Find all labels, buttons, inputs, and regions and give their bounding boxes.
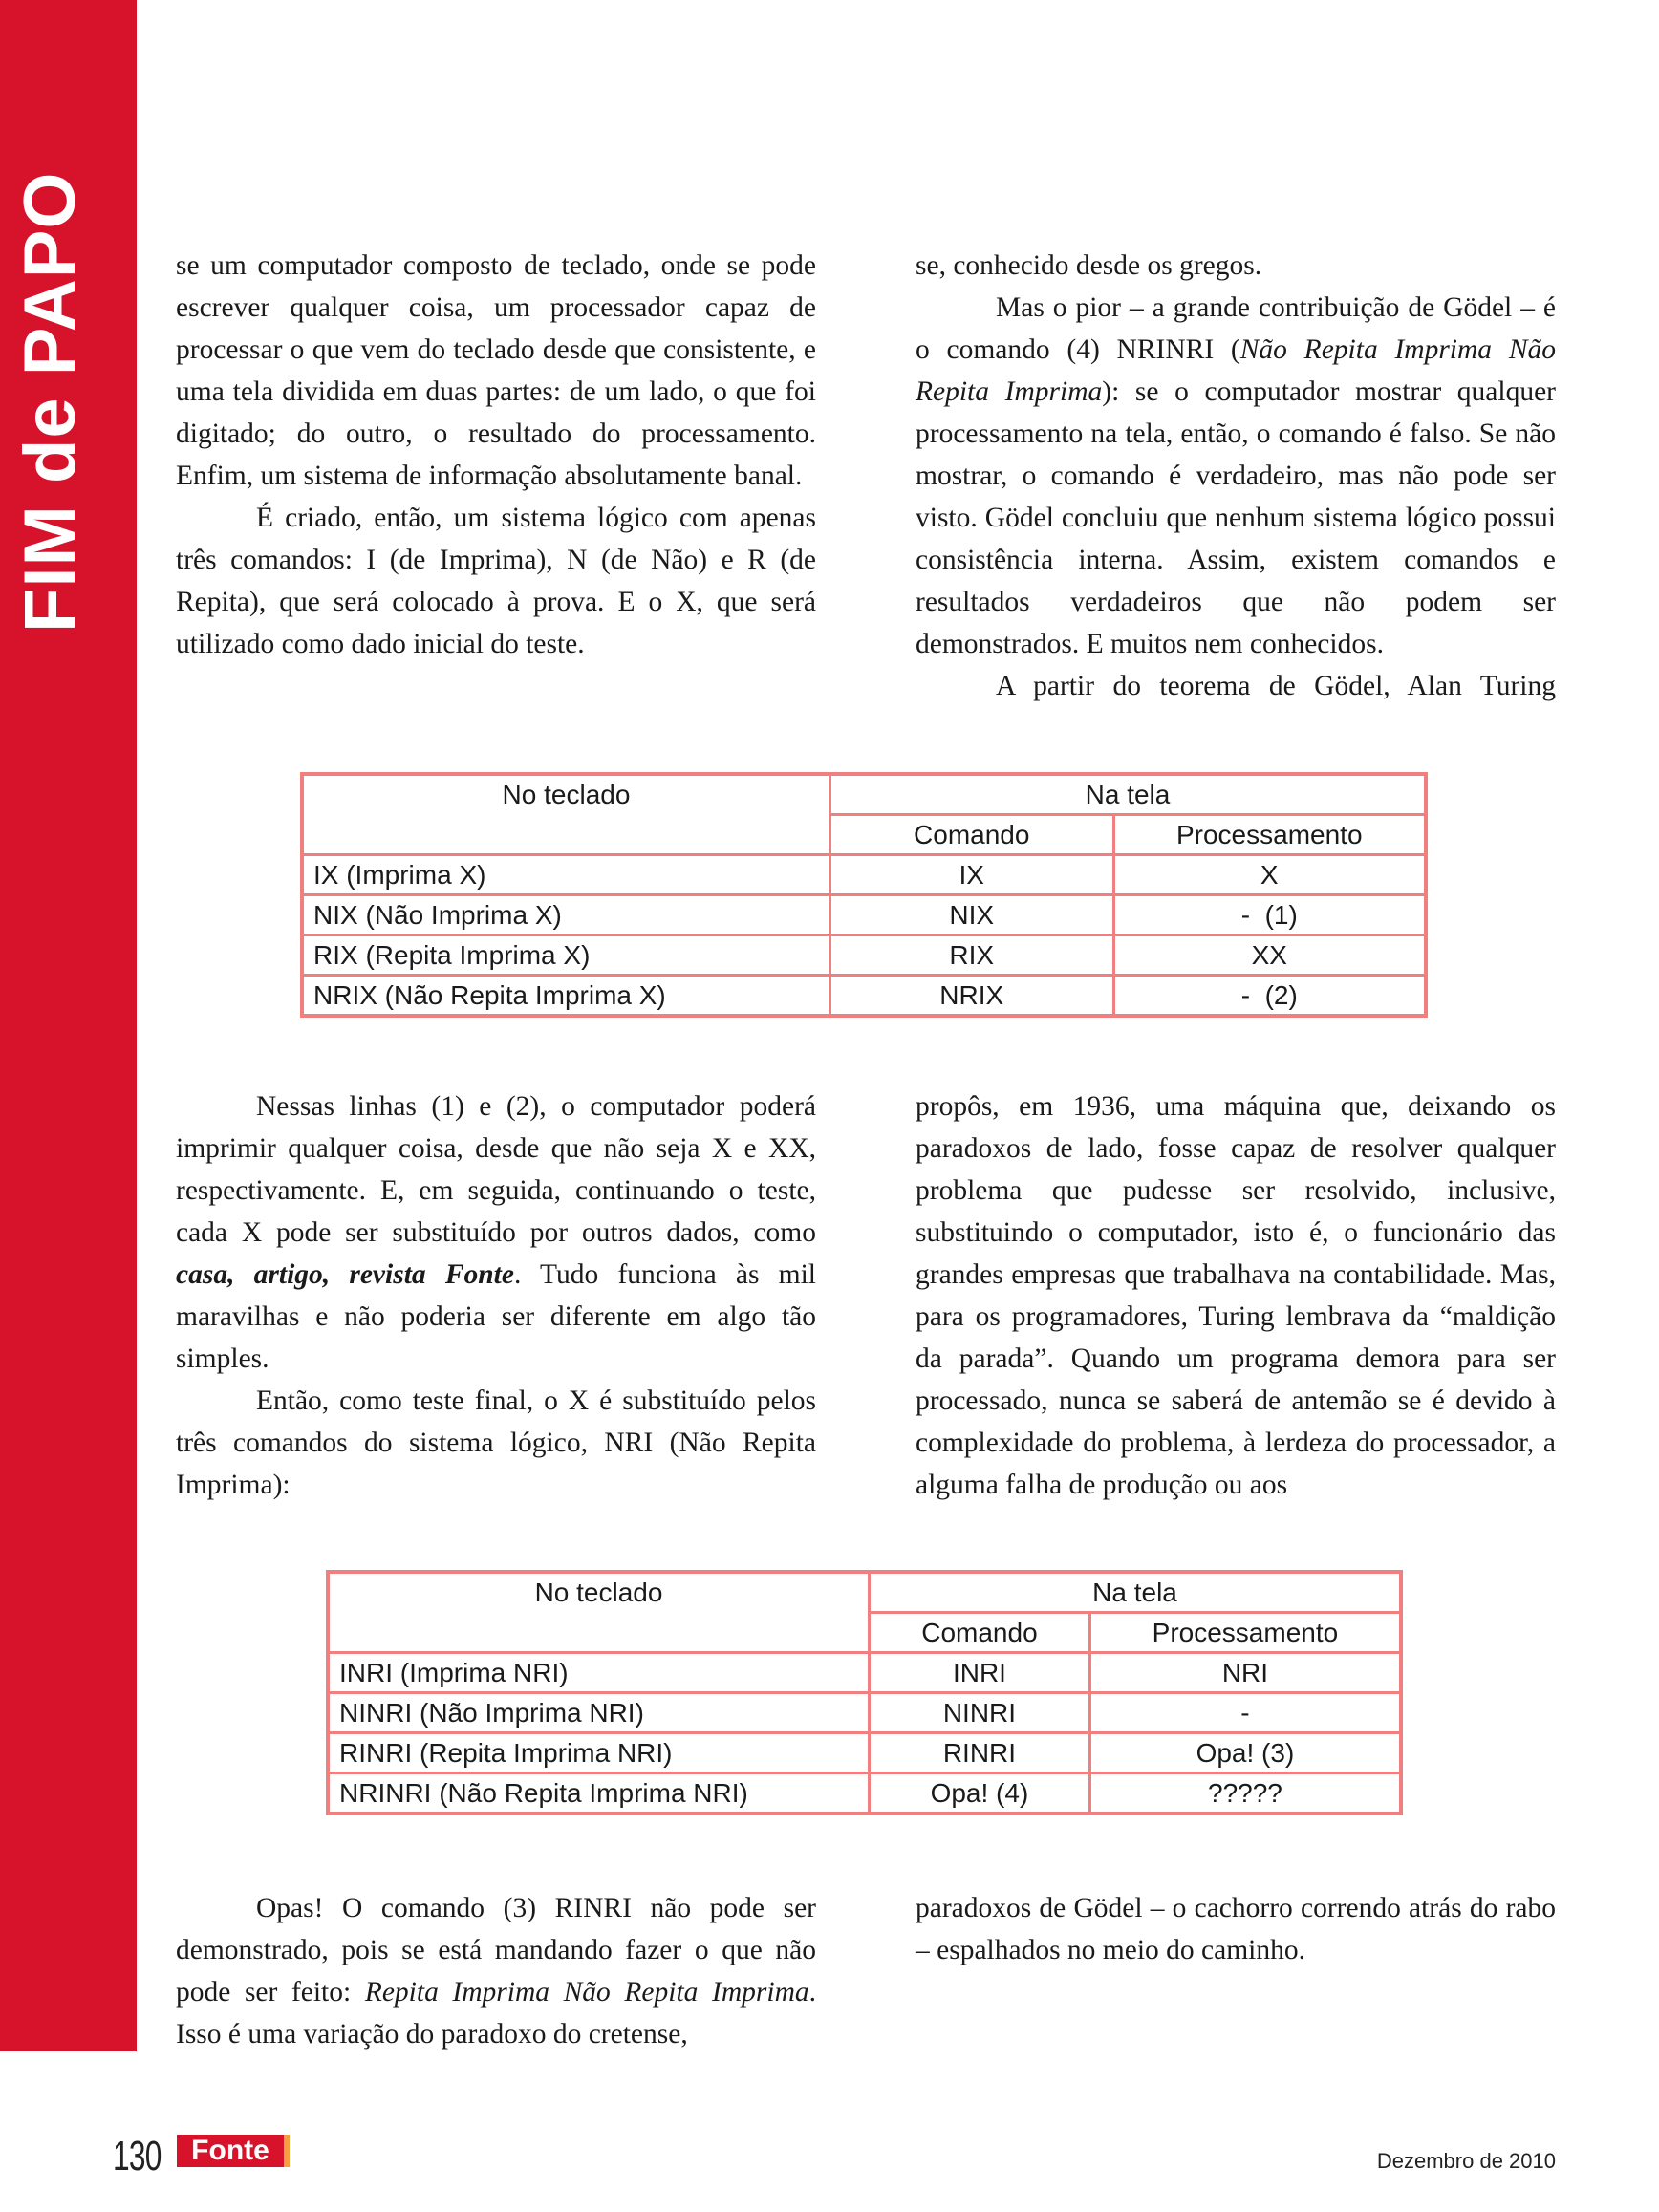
cell-processing: -: [1089, 1693, 1401, 1733]
cell-keyboard: NIX (Não Imprima X): [302, 895, 830, 935]
cell-keyboard: RINRI (Repita Imprima NRI): [328, 1733, 870, 1773]
table-row: [302, 855, 1426, 895]
header-keyboard: No teclado: [302, 774, 830, 855]
cell-keyboard: RIX (Repita Imprima X): [302, 935, 830, 976]
cell-keyboard: NRIX (Não Repita Imprima X): [302, 976, 830, 1017]
table-x-test: [300, 772, 1428, 1018]
cell-command: NINRI: [870, 1693, 1090, 1733]
magazine-logo: Fonte: [177, 2135, 284, 2167]
cell-command: NIX: [830, 895, 1113, 935]
column-left-bottom: [176, 1887, 816, 2055]
section-title-text: FIM de PAPO: [10, 171, 91, 633]
paragraph: Então, como teste final, o X é substituído pelos três comandos do sistema lógico, NRI (Não Repita Imprima):: [176, 1385, 816, 1500]
column-right-top: [916, 245, 1556, 707]
issue-date: Dezembro de 2010: [1376, 2149, 1556, 2173]
text-span: Nessas linhas (1) e (2), o computador poderá imprimir qualquer coisa, desde que não seja X e XX, respectivamente. E, em seguida, continuando o teste, cada X pode ser substituído por outros dados, como: [176, 1091, 816, 1248]
cell-command: Opa! (4): [870, 1773, 1090, 1815]
header-processing: Processamento: [1113, 815, 1426, 855]
cell-command: RINRI: [870, 1733, 1090, 1773]
cell-command: INRI: [870, 1653, 1090, 1693]
cell-processing: Opa! (3): [1089, 1733, 1401, 1773]
section-title: [10, 97, 91, 633]
table-row: [328, 1773, 1401, 1815]
cell-keyboard: NINRI (Não Imprima NRI): [328, 1693, 870, 1733]
text-span: . Isso é uma variação do paradoxo do cretense,: [176, 1977, 817, 2050]
table-row: [328, 1693, 1401, 1733]
header-keyboard: No teclado: [328, 1572, 870, 1653]
header-command: Comando: [830, 815, 1113, 855]
cell-processing: XX: [1113, 935, 1426, 976]
cell-keyboard: IX (Imprima X): [302, 855, 830, 895]
italic-span: Repita Imprima Não Repita Imprima: [364, 1977, 809, 2008]
paragraph: [176, 1085, 816, 1380]
cell-processing: - (2): [1113, 976, 1426, 1017]
cell-command: NRIX: [830, 976, 1113, 1017]
table-row: [302, 976, 1426, 1017]
table-row: [302, 935, 1426, 976]
column-left-top: [176, 245, 816, 665]
logo-accent: [284, 2135, 290, 2167]
cell-command: IX: [830, 855, 1113, 895]
column-left-middle: [176, 1085, 816, 1506]
page-number: 130: [113, 2133, 162, 2180]
cell-processing: X: [1113, 855, 1426, 895]
bold-italic-span: casa, artigo, revista Fonte: [176, 1259, 514, 1290]
paragraph: paradoxos de Gödel – o cachorro correndo atrás do rabo – espalhados no meio do caminho.: [916, 1893, 1556, 1965]
table-row: [328, 1653, 1401, 1693]
header-command: Comando: [870, 1613, 1090, 1653]
column-right-bottom: [916, 1887, 1556, 1971]
cell-keyboard: INRI (Imprima NRI): [328, 1653, 870, 1693]
table-row: [328, 1733, 1401, 1773]
paragraph: É criado, então, um sistema lógico com apenas três comandos: I (de Imprima), N (de Não) e R (de Repita), que será colocado à prova. E o X, que será utilizado como dado inicial do teste.: [176, 503, 816, 659]
paragraph: propôs, em 1936, uma máquina que, deixando os paradoxos de lado, fosse capaz de resolver qualquer problema que pudesse ser resolvido, inclusive, substituindo o computador, isto é, o funcionário das grandes empresas que trabalhava na contabilidade. Mas, para os programadores, Turing lembrava da “maldição da parada”. Quando um programa demora para ser processado, nunca se saberá de antemão se é devido à complexidade do problema, à lerdeza do processador, a alguma falha de produção ou aos: [916, 1091, 1556, 1500]
text-span: . Tudo funciona às mil maravilhas e não poderia ser diferente em algo tão simples.: [176, 1259, 816, 1374]
text-span: Mas o pior – a grande contribuição de Gödel – é o comando (4) NRINRI (: [916, 292, 1556, 365]
cell-keyboard: NRINRI (Não Repita Imprima NRI): [328, 1773, 870, 1815]
cell-processing: ?????: [1089, 1773, 1401, 1815]
paragraph: se um computador composto de teclado, onde se pode escrever qualquer coisa, um processador capaz de processar o que vem do teclado desde que consistente, e uma tela dividida em duas partes: de um lado, o que foi digitado; do outro, o resultado do processamento. Enfim, um sistema de informação absolutamente banal.: [176, 250, 816, 491]
cell-processing: - (1): [1113, 895, 1426, 935]
header-screen: Na tela: [830, 774, 1426, 815]
column-right-middle: [916, 1085, 1556, 1506]
paragraph: [916, 287, 1556, 665]
header-processing: Processamento: [1089, 1613, 1401, 1653]
table-nri-test: [326, 1570, 1403, 1815]
text-span: Opas! O comando (3) RINRI não pode ser demonstrado, pois se está mandando fazer o que não pode ser feito:: [176, 1893, 816, 2008]
paragraph: se, conhecido desde os gregos.: [916, 250, 1262, 281]
paragraph: A partir do teorema de Gödel, Alan Turing: [996, 671, 1556, 701]
table-row: [302, 895, 1426, 935]
cell-processing: NRI: [1089, 1653, 1401, 1693]
header-screen: Na tela: [870, 1572, 1402, 1613]
cell-command: RIX: [830, 935, 1113, 976]
italic-span: Não Repita Imprima Não Repita Imprima: [916, 334, 1556, 407]
text-span: ): se o computador mostrar qualquer processamento na tela, então, o comando é falso. Se não mostrar, o comando é verdadeiro, mas não pode ser visto. Gödel concluiu que nenhum sistema lógico possui consistência interna. Assim, existem comandos e resultados verdadeiros que não podem ser demonstrados. E muitos nem conhecidos.: [916, 376, 1556, 659]
paragraph: [176, 1887, 816, 2055]
